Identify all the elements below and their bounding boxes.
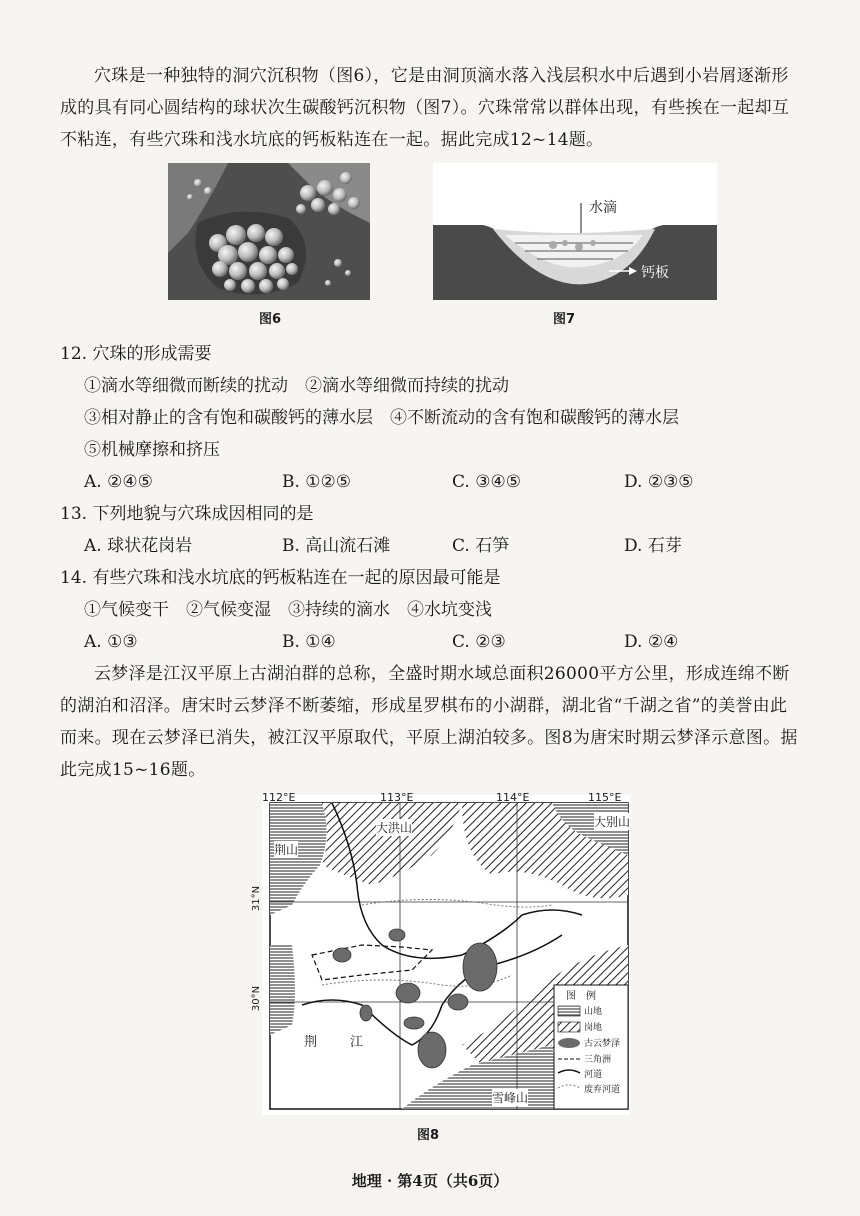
- map-label-dabie: 大别山: [594, 815, 631, 829]
- question-14-option-c: C. ②③: [452, 632, 506, 652]
- figure-8-map: [251, 791, 631, 1115]
- figure-7-caption: 图7: [553, 312, 576, 327]
- map-label-jingshan: 荆山: [274, 843, 299, 857]
- question-14-option-d: D. ②④: [624, 632, 679, 652]
- map-lon-113: 113°E: [380, 791, 414, 804]
- question-12-option-a: A. ②④⑤: [84, 472, 153, 492]
- map-label-jiang: 江: [350, 1035, 364, 1050]
- question-14-option-a: A. ①③: [84, 632, 138, 652]
- question-12-stem: 12. 穴珠的形成需要: [60, 344, 212, 364]
- map-legend-river: 河道: [584, 1070, 603, 1080]
- question-12-option-c: C. ③④⑤: [452, 472, 521, 492]
- cave-pearls-photo: [168, 163, 370, 300]
- map-label-dahong: 大洪山: [376, 821, 413, 835]
- map-legend-hill: 岗地: [584, 1023, 603, 1033]
- question-12-statement-line-3: ⑤机械摩擦和挤压: [84, 440, 220, 460]
- yunmeng-map-svg: [262, 795, 630, 1115]
- map-legend-lake: 古云梦泽: [584, 1039, 621, 1049]
- map-label-jing: 荆: [304, 1035, 318, 1050]
- figure-8-caption: 图8: [417, 1128, 440, 1143]
- figure-6-caption: 图6: [259, 312, 282, 327]
- map-lon-115: 115°E: [588, 791, 622, 804]
- question-13-option-c: C. 石笋: [452, 536, 510, 556]
- map-lat-30: 30°N: [251, 985, 263, 1012]
- map-lon-114: 114°E: [496, 791, 530, 804]
- figure-7-diagram: [433, 163, 717, 300]
- question-14-option-b: B. ①④: [282, 632, 336, 652]
- map-legend-delta: 三角洲: [584, 1055, 612, 1065]
- question-13-option-d: D. 石芽: [624, 536, 682, 556]
- cave-pool-cross-section: [433, 163, 717, 300]
- figure-7-label-calcium-plate: 钙板: [641, 265, 669, 281]
- question-13-option-b: B. 高山流石滩: [282, 536, 391, 556]
- figure-7-label-water-drop: 水滴: [589, 200, 617, 216]
- question-14-stem: 14. 有些穴珠和浅水坑底的钙板粘连在一起的原因最可能是: [60, 568, 501, 588]
- question-12-option-b: B. ①②⑤: [282, 472, 352, 492]
- map-lat-31: 31°N: [251, 885, 263, 912]
- question-12-statement-line-2: ③相对静止的含有饱和碳酸钙的薄水层 ④不断流动的含有饱和碳酸钙的薄水层: [84, 408, 679, 428]
- question-12-statement-line-1: ①滴水等细微而断续的扰动 ②滴水等细微而持续的扰动: [84, 376, 509, 396]
- question-12-option-d: D. ②③⑤: [624, 472, 694, 492]
- intro-paragraph-cave-pearls: 穴珠是一种独特的洞穴沉积物（图6），它是由洞顶滴水落入浅层积水中后遇到小岩屑逐渐形成的具有同心圆结构的球状次生碳酸钙沉积物（图7）。穴珠常常以群体出现，有些挨在一起却互不粘连，有些穴珠和浅水坑底的钙板粘连在一起。据此完成12~14题。: [60, 66, 790, 150]
- question-13-stem: 13. 下列地貌与穴珠成因相同的是: [60, 504, 314, 524]
- map-legend-title: 图 例: [566, 991, 596, 1002]
- map-legend-mountain: 山地: [584, 1007, 603, 1017]
- figure-row-6-7: [0, 163, 860, 333]
- map-legend-abandoned-river: 废弃河道: [584, 1085, 621, 1095]
- intro-paragraph-yunmeng: 云梦泽是江汉平原上古湖泊群的总称，全盛时期水域总面积26000平方公里，形成连绵不断的湖泊和沼泽。唐宋时云梦泽不断萎缩，形成星罗棋布的小湖群，湖北省“千湖之省”的美誉由此而来。现在云梦泽已消失，被江汉平原取代，平原上湖泊较多。图8为唐宋时期云梦泽示意图。据此完成15~16题。: [60, 664, 798, 780]
- page-footer: 地理 · 第4页（共6页）: [351, 1172, 509, 1190]
- map-lon-112: 112°E: [262, 791, 296, 804]
- question-14-statement-line-1: ①气候变干 ②气候变湿 ③持续的滴水 ④水坑变浅: [84, 600, 492, 620]
- figure-6-photo: [168, 163, 370, 300]
- map-label-xuefeng: 雪峰山: [492, 1091, 529, 1105]
- question-13-option-a: A. 球状花岗岩: [84, 536, 193, 556]
